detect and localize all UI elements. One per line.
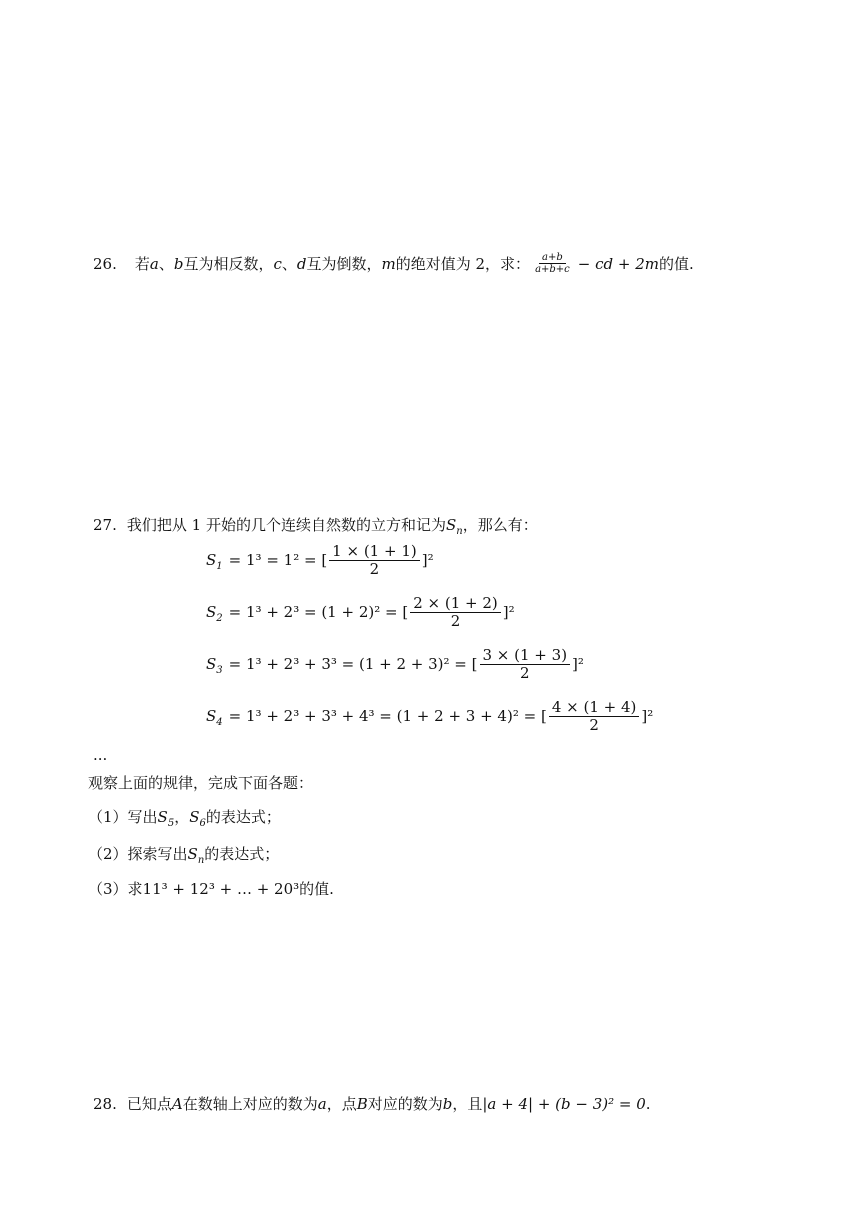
var-b: b — [173, 254, 184, 273]
sub-question-1 — [88, 806, 281, 827]
separator: 、 — [158, 255, 174, 273]
formula-left: = 1³ + 2³ + 3³ + 4³ = (1 + 2 + 3 + 4)² = [ — [228, 707, 547, 725]
formula-s-subscript: 3 — [216, 665, 223, 676]
var-s-subscript: n — [456, 525, 463, 537]
fraction-denominator: a+b+c — [535, 264, 570, 275]
question-26 — [93, 252, 694, 275]
sub-question-label: （3）求 — [88, 880, 143, 898]
fraction-numerator: 1 × (1 + 1) — [329, 543, 420, 561]
fraction — [549, 699, 640, 733]
formula-right: ]² — [421, 551, 434, 569]
formula-s-subscript: 1 — [216, 561, 223, 572]
formula-s — [206, 551, 223, 572]
formula-s — [206, 603, 223, 624]
question-27-intro — [93, 514, 538, 535]
question-text: 在数轴上对应的数为 — [182, 1095, 318, 1113]
var-s6 — [189, 807, 206, 829]
question-text: 对应的数为 — [367, 1095, 443, 1113]
var-sn — [187, 844, 205, 866]
var-s-letter: S — [445, 515, 457, 534]
sum-expression: 11³ + 12³ + … + 20³ — [142, 879, 300, 898]
fraction-numerator: 2 × (1 + 2) — [410, 595, 501, 613]
formula-left: = 1³ = 1² = [ — [228, 551, 328, 569]
observe-text: 观察上面的规律，完成下面各题： — [88, 774, 314, 792]
question-text: 若 — [134, 255, 150, 273]
point-a: A — [171, 1094, 183, 1113]
separator: 、 — [281, 255, 297, 273]
separator: ， — [174, 808, 190, 826]
formula-row-2 — [206, 595, 515, 629]
formula-s — [206, 707, 223, 728]
formula-left: = 1³ + 2³ = (1 + 2)² = [ — [228, 603, 409, 621]
point-b: B — [356, 1094, 368, 1113]
question-28 — [93, 1093, 651, 1114]
question-text: 互为相反数， — [183, 255, 274, 273]
formula-right: ]² — [572, 655, 584, 673]
question-text: ，且 — [452, 1095, 483, 1113]
var-c: c — [273, 254, 282, 273]
question-text: ，那么有： — [462, 516, 538, 534]
var-b: b — [442, 1094, 453, 1113]
formula-s-subscript: 2 — [216, 613, 223, 624]
sub-question-text: 的表达式； — [205, 808, 281, 826]
formula-row-1 — [206, 543, 434, 577]
var-s6-subscript: 6 — [199, 817, 206, 829]
condition-expression: |a + 4| + (b − 3)² = 0 — [482, 1094, 646, 1113]
fraction — [480, 647, 571, 681]
sub-question-text: 的值. — [299, 880, 334, 898]
question-text: 已知点 — [126, 1095, 172, 1113]
fraction-denominator: 2 — [520, 663, 530, 682]
formula-row-4 — [206, 699, 653, 733]
fraction — [329, 543, 420, 577]
var-sn-letter: S — [187, 844, 198, 863]
formula-s-letter: S — [206, 707, 217, 725]
formula-right: ]² — [641, 707, 654, 725]
sub-question-text: 的表达式； — [204, 845, 280, 863]
fraction-denominator: 2 — [450, 611, 461, 630]
formula-s-subscript: 4 — [216, 717, 223, 728]
fraction-numerator: 4 × (1 + 4) — [549, 699, 640, 717]
var-a: a — [149, 254, 159, 273]
fraction-numerator: a+b — [539, 252, 566, 264]
formula-row-3 — [206, 647, 584, 681]
var-s5 — [157, 807, 175, 829]
var-s5-subscript: 5 — [167, 817, 175, 829]
var-a: a — [317, 1094, 327, 1113]
formula-left: = 1³ + 2³ + 3³ = (1 + 2 + 3)² = [ — [228, 655, 478, 673]
ellipsis: ... — [93, 746, 108, 764]
expression-tail: − cd + 2m — [577, 254, 660, 273]
question-text: ，点 — [326, 1095, 357, 1113]
var-d: d — [296, 254, 307, 273]
fraction-denominator: 2 — [369, 559, 380, 578]
question-number: 28. — [93, 1094, 117, 1113]
formula-s — [206, 655, 223, 676]
question-number: 27. — [93, 515, 117, 534]
question-text: 的值. — [659, 255, 694, 273]
fraction-denominator: 2 — [589, 715, 599, 734]
formula-s-letter: S — [206, 551, 217, 569]
period: . — [645, 1094, 651, 1113]
formula-s-letter: S — [206, 655, 217, 673]
question-text: 互为倒数， — [306, 255, 382, 273]
question-text: 我们把从 1 开始的几个连续自然数的立方和记为 — [126, 516, 446, 534]
sub-question-label: （1）写出 — [88, 808, 158, 826]
sub-question-2 — [88, 843, 279, 864]
var-m: m — [381, 254, 396, 273]
question-number: 26. — [93, 254, 117, 273]
fraction — [410, 595, 501, 629]
var-s5-letter: S — [157, 807, 168, 826]
fraction — [532, 252, 573, 275]
formula-s-letter: S — [206, 603, 217, 621]
var-s6-letter: S — [189, 807, 200, 826]
formula-right: ]² — [502, 603, 515, 621]
sub-question-3 — [88, 878, 334, 899]
var-s — [445, 515, 463, 537]
var-sn-subscript: n — [197, 854, 205, 866]
sub-question-label: （2）探索写出 — [88, 845, 188, 863]
question-text: 的绝对值为 2，求： — [395, 255, 531, 273]
fraction-numerator: 3 × (1 + 3) — [480, 647, 571, 665]
